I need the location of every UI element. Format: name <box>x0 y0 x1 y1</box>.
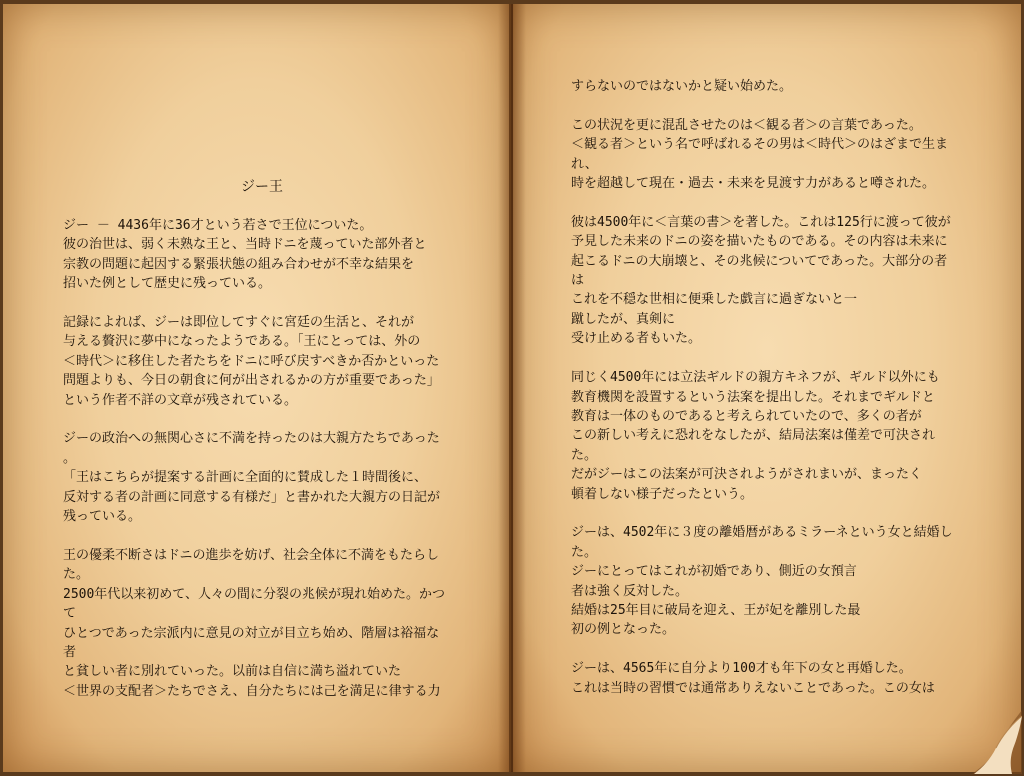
book-spine <box>498 4 526 772</box>
left-page-text: ジー － 4436年に36才という若さで王位についた。 彼の治世は、弱く未熟な王と、当時ドニを蔑っていた部外者と 宗教の問題に起因する緊張状態の組み合わせが不幸な結果を 招いた例として歴史に残っている。 記録によれば、ジーは即位してすぐに宮廷の生活と、それが 与える贅沢に夢中になったようである。「王にとっては、外の ＜時代＞に移住した者たちをドニに呼び戻すべきか否かといった 問題よりも、今日の朝食に何が出されるかの方が重要であった」 という作者不詳の文章が残されている。 ジーの政治への無関心さに不満を持ったのは大親方たちであった 。 「王はこちらが提案する計画に全面的に賛成した１時間後に、 反対する者の計画に同意する有様だ」と書かれた大親方の日記が 残っている。 王の優柔不断さはドニの進歩を妨げ、社会全体に不満をもたらし た。 2500年代以来初めて、人々の間に分裂の兆候が現れ始めた。かつ て ひとつであった宗派内に意見の対立が目立ち始め、階層は裕福な 者 と貧しい者に別れていった。以前は自信に満ち溢れていた ＜世界の支配者＞たちでさえ、自分たちには己を満足に律する力 <box>63 218 446 699</box>
page-title: ジー王 <box>241 179 283 195</box>
page-curl-icon[interactable] <box>972 710 1022 774</box>
right-page <box>513 4 1021 772</box>
left-page <box>3 4 509 772</box>
right-page-text: すらないのではないかと疑い始めた。 この状況を更に混乱させたのは＜観る者＞の言葉であった。 ＜観る者＞という名で呼ばれるその男は＜時代＞のはざまで生ま れ、 時を超越して現在・過去・未来を見渡す力があると噂された。 彼は4500年に＜言葉の書＞を著した。これは125行に渡って彼が 予見した未来のドニの姿を描いたものである。その内容は未来に 起こるドニの大崩壊と、その兆候についてであった。大部分の者 は これを不穏な世相に便乗した戯言に過ぎないと一 蹴したが、真剣に 受け止める者もいた。 同じく4500年には立法ギルドの親方キネフが、ギルド以外にも 教育機関を設置するという法案を提出した。それまでギルドと 教育は一体のものであると考えられていたので、多くの者が この新しい考えに恐れをなしたが、結局法案は僅差で可決され た。 だがジーはこの法案が可決されようがされまいが、まったく 頓着しない様子だったという。 ジーは、4502年に３度の離婚暦があるミラーネという女と結婚し た。 ジーにとってはこれが初婚であり、側近の女預言 者は強く反対した。 結婚は25年目に破局を迎え、王が妃を離別した最 初の例となった。 ジーは、4565年に自分より100才も年下の女と再婚した。 これは当時の習慣では通常ありえないことであった。この女は <box>571 79 953 696</box>
